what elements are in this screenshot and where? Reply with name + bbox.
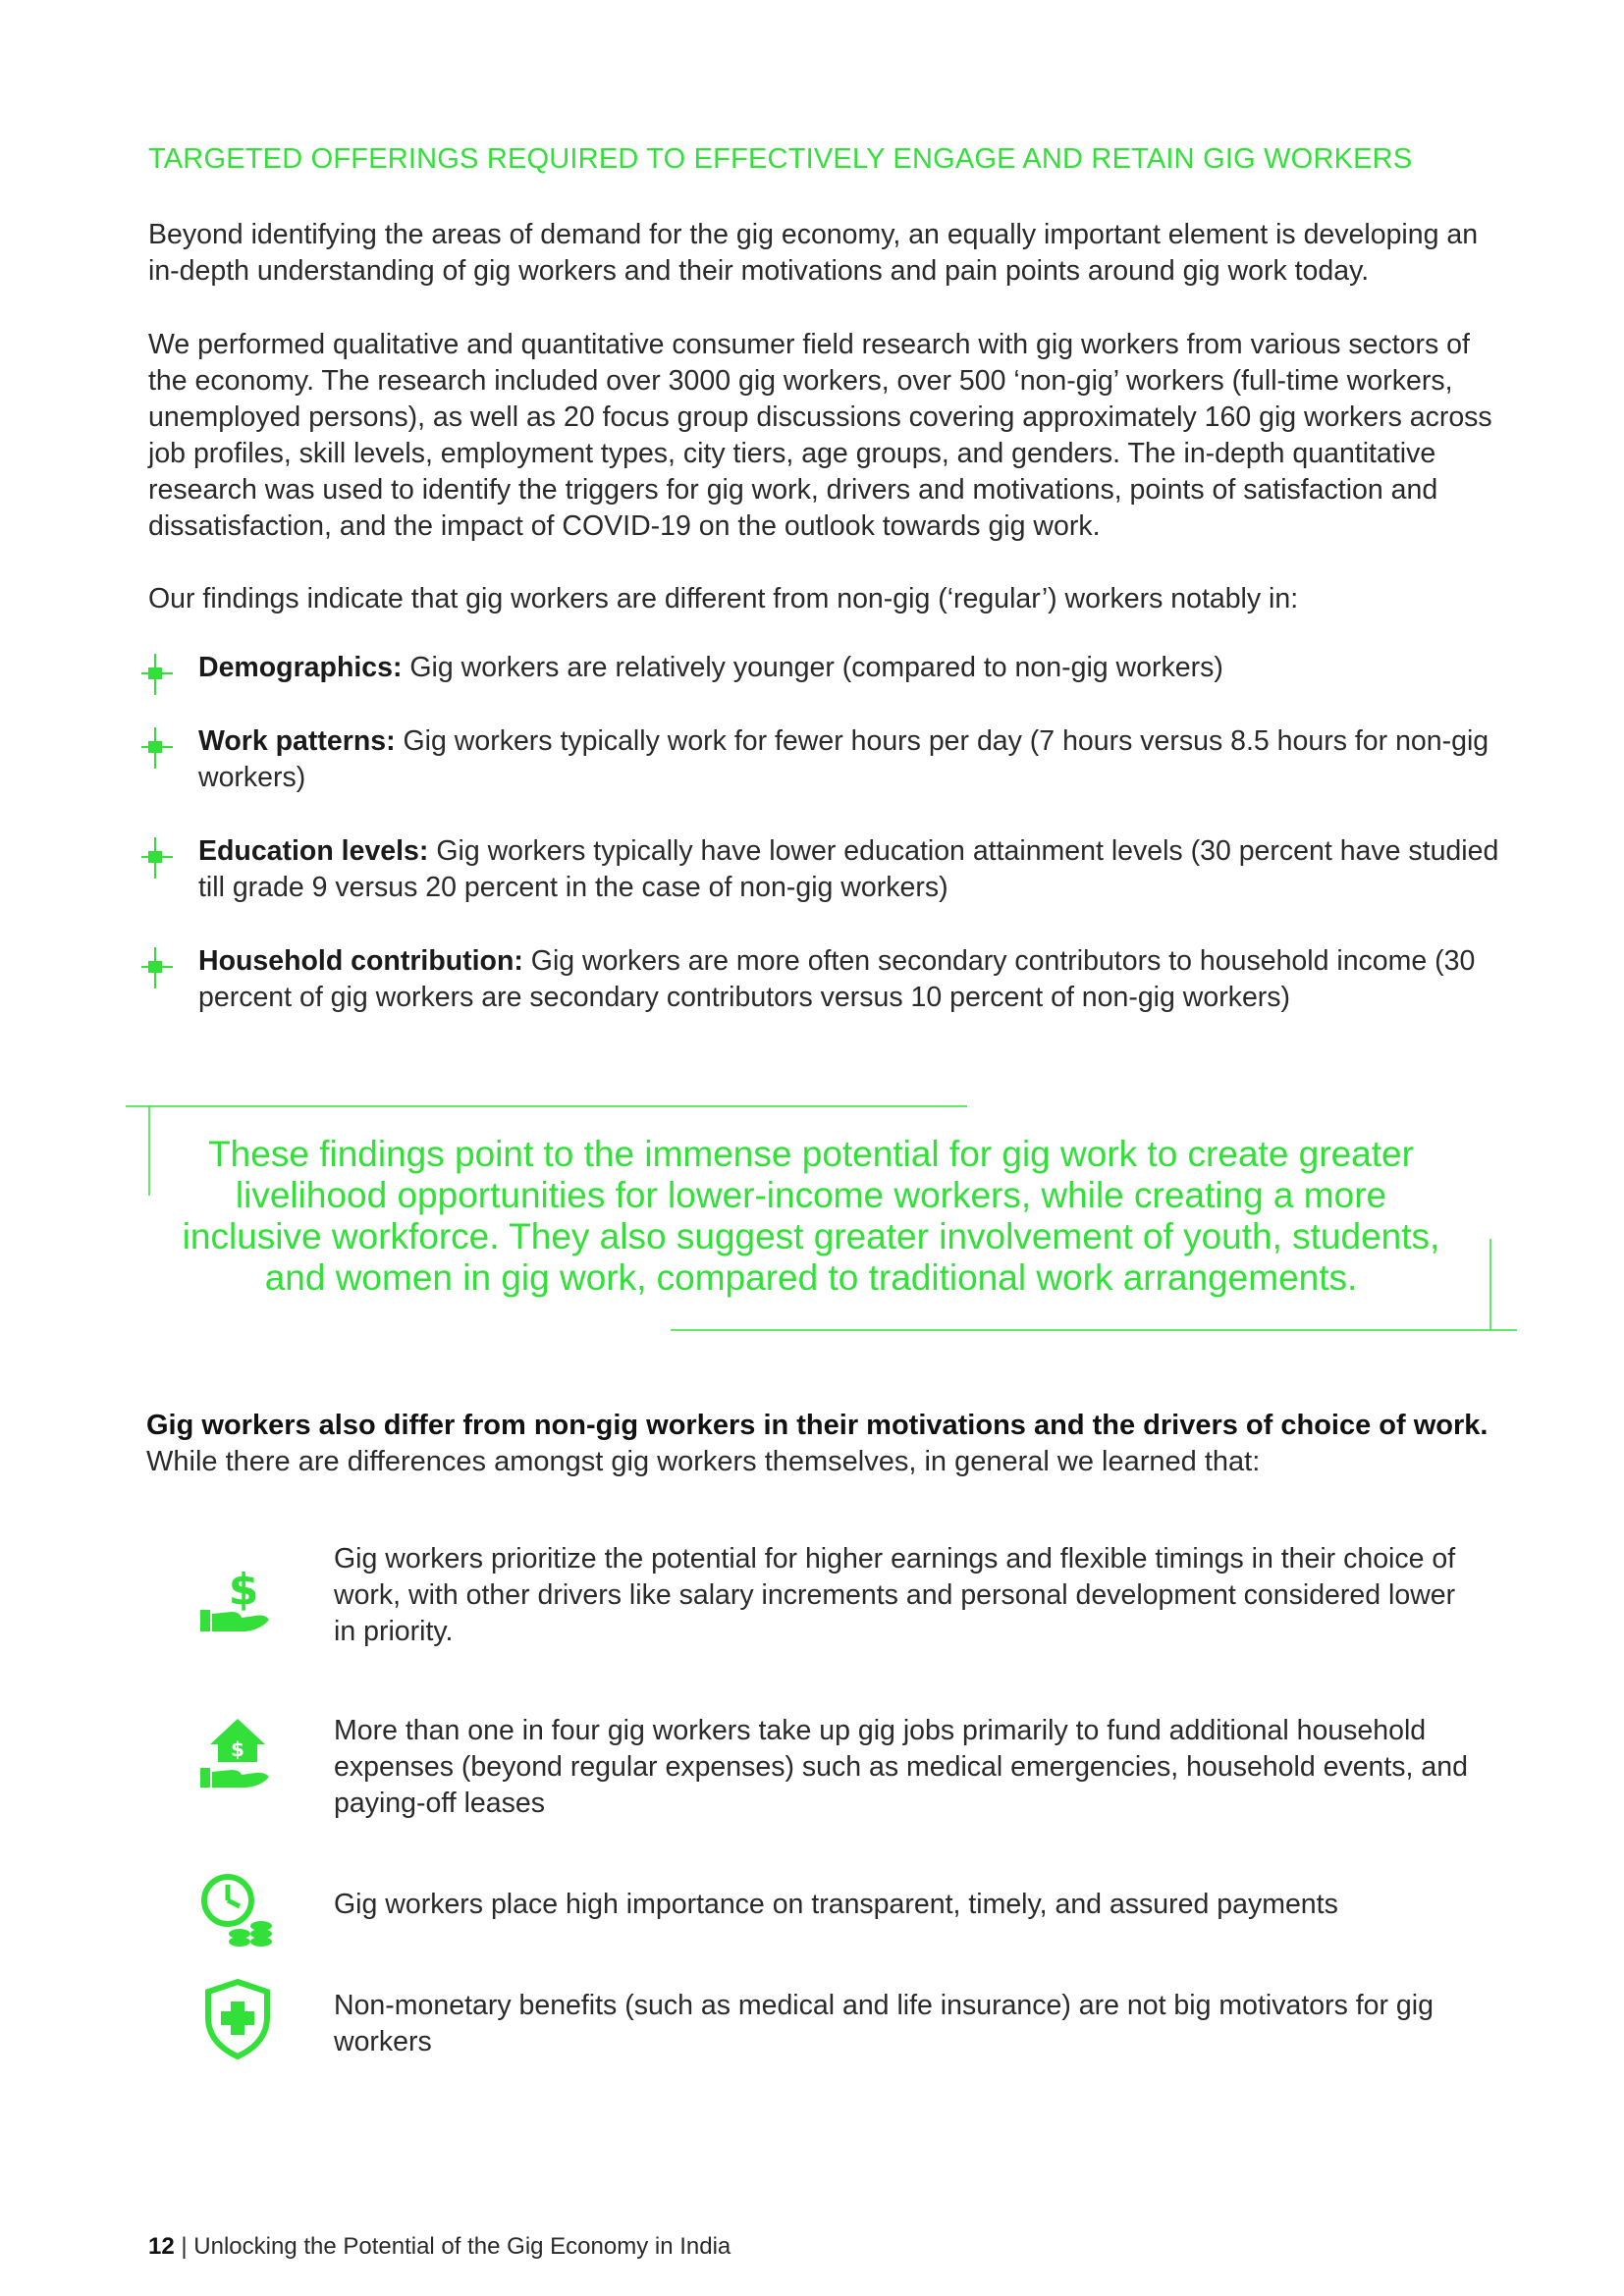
page-number: 12 [148, 2233, 175, 2260]
bullet-text: Gig workers typically work for fewer hours per day (7 hours versus 8.5 hours for non-gig workers) [198, 725, 1489, 793]
findings-paragraph: Our findings indicate that gig workers are different from non-gig (‘regular’) workers notably in: [148, 583, 1299, 614]
motivation-text: Non-monetary benefits (such as medical and life insurance) are not big motivators for gig workers [334, 1990, 1434, 2057]
footer-separator: | [174, 2233, 194, 2260]
motivation-text: Gig workers prioritize the potential for higher earnings and flexible timings in their choice of work, with other drivers like salary increments and personal development considered lower in priority. [334, 1543, 1456, 1647]
bullet-label: Education levels: [198, 835, 429, 867]
cross-bullet-icon [137, 723, 177, 771]
intro-paragraph: Beyond identifying the areas of demand for the gig economy, an equally important element is developing an in-depth understanding of gig workers and their motivations and pain points around gig work today. [148, 219, 1479, 287]
motivations-intro-text: While there are differences amongst gig workers themselves, in general we learned that: [146, 1446, 1261, 1477]
page-footer [148, 2233, 731, 2261]
report-title: Unlocking the Potential of the Gig Economy in India [193, 2233, 731, 2260]
svg-text:$: $ [228, 1565, 259, 1615]
bullet-label: Household contribution: [198, 945, 523, 977]
clock-coins-icon [196, 1869, 279, 1951]
cross-bullet-icon [137, 650, 177, 697]
section-heading: TARGETED OFFERINGS REQUIRED TO EFFECTIVELY ENGAGE AND RETAIN GIG WORKERS [148, 143, 1413, 175]
svg-text:$: $ [231, 1737, 244, 1761]
cross-bullet-icon [137, 833, 177, 881]
motivation-text: More than one in four gig workers take up gig jobs primarily to fund additional household expenses (beyond regular expenses) such as medical emergencies, household events, and paying-off leases [334, 1715, 1468, 1819]
motivations-intro [146, 1408, 1491, 1480]
bullet-text: Gig workers are more often secondary contributors to household income (30 percent of gig workers are secondary contributors versus 10 percent of non-gig workers) [198, 945, 1476, 1013]
bullet-text: Gig workers typically have lower education attainment levels (30 percent have studied till grade 9 versus 20 percent in the case of non-gig workers) [198, 835, 1499, 903]
medical-shield-icon [196, 1978, 279, 2060]
list-item [137, 650, 1512, 686]
house-hand-icon [196, 1713, 279, 1795]
bullet-text: Gig workers are relatively younger (compared to non-gig workers) [402, 652, 1223, 683]
bullet-label: Work patterns: [198, 725, 396, 757]
pull-quote: These findings point to the immense potential for gig work to create greater livelihood opportunities for lower-income workers, while creating a more inclusive workforce. They also suggest greater involvement of youth, students, and women in gig work, compared to traditional work arrangements. [182, 1134, 1440, 1298]
motivations-intro-bold: Gig workers also differ from non-gig workers in their motivations and the drivers of choice of work. [146, 1410, 1489, 1441]
list-item [137, 943, 1512, 1016]
list-item [137, 723, 1512, 796]
motivation-text: Gig workers place high importance on transparent, timely, and assured payments [334, 1889, 1338, 1920]
dollar-hand-icon [196, 1561, 279, 1643]
research-paragraph: We performed qualitative and quantitative consumer field research with gig workers from various sectors of the economy. The research included over 3000 gig workers, over 500 ‘non-gig’ workers (full-time workers, unemployed persons), as well as 20 focus group discussions covering approximately 160 gig workers across job profiles, skill levels, employment types, city tiers, age groups, and genders. The in-depth quantitative research was used to identify the triggers for gig work, drivers and motivations, points of satisfaction and dissatisfaction, and the impact of COVID-19 on the outlook towards gig work. [148, 329, 1492, 542]
bullet-label: Demographics: [198, 652, 403, 683]
list-item [137, 833, 1512, 906]
findings-list [137, 650, 1512, 1053]
cross-bullet-icon [137, 943, 177, 990]
